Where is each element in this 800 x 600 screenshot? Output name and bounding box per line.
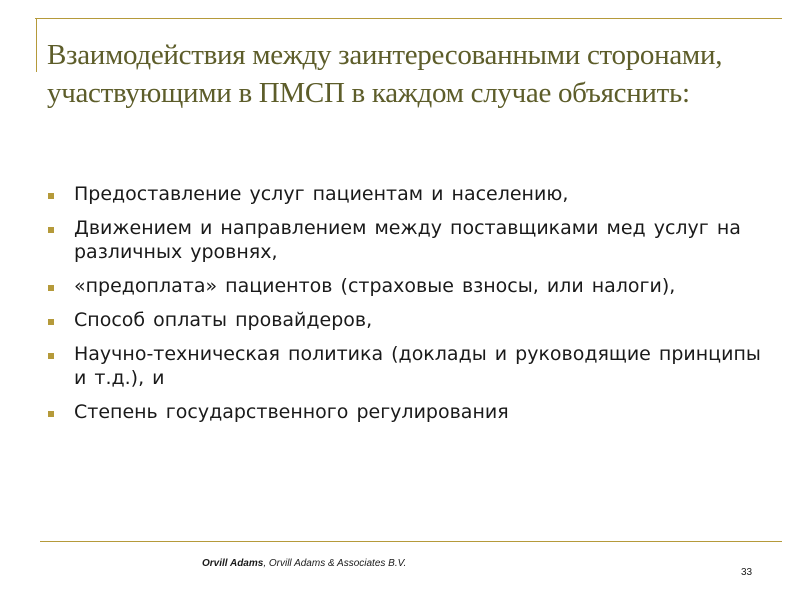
footer-credit [202,558,406,569]
bullet-item [46,274,766,298]
bottom-divider [40,541,782,542]
square-bullet-icon [48,285,54,291]
footer-author: Orvill Adams [202,558,264,569]
square-bullet-icon [48,193,54,199]
square-bullet-icon [48,353,54,359]
bullet-text: Предоставление услуг пациентам и населению, [74,183,569,205]
bullet-list [46,182,766,434]
bullet-item [46,182,766,206]
page-number: 33 [741,567,753,578]
slide-title: Взаимодействия между заинтересованными сторонами, участвующими в ПМСП в каждом случае объяснить: [47,39,723,109]
bullet-text: Движением и направлением между поставщиками мед услуг на различных уровнях, [74,217,741,263]
square-bullet-icon [48,319,54,325]
bullet-item [46,216,766,264]
bullet-item [46,308,766,332]
top-divider [35,18,782,19]
bullet-text: Научно-техническая политика (доклады и руководящие принципы и т.д.), и [74,343,761,389]
square-bullet-icon [48,227,54,233]
bullet-item [46,400,766,424]
bullet-text: Способ оплаты провайдеров, [74,309,373,331]
left-accent-line [36,18,37,72]
square-bullet-icon [48,411,54,417]
bullet-item [46,342,766,390]
bullet-text: Степень государственного регулирования [74,401,509,423]
footer-organization: , Orvill Adams & Associates B.V. [263,558,407,569]
bullet-text: «предоплата» пациентов (страховые взносы, или налоги), [74,275,676,297]
